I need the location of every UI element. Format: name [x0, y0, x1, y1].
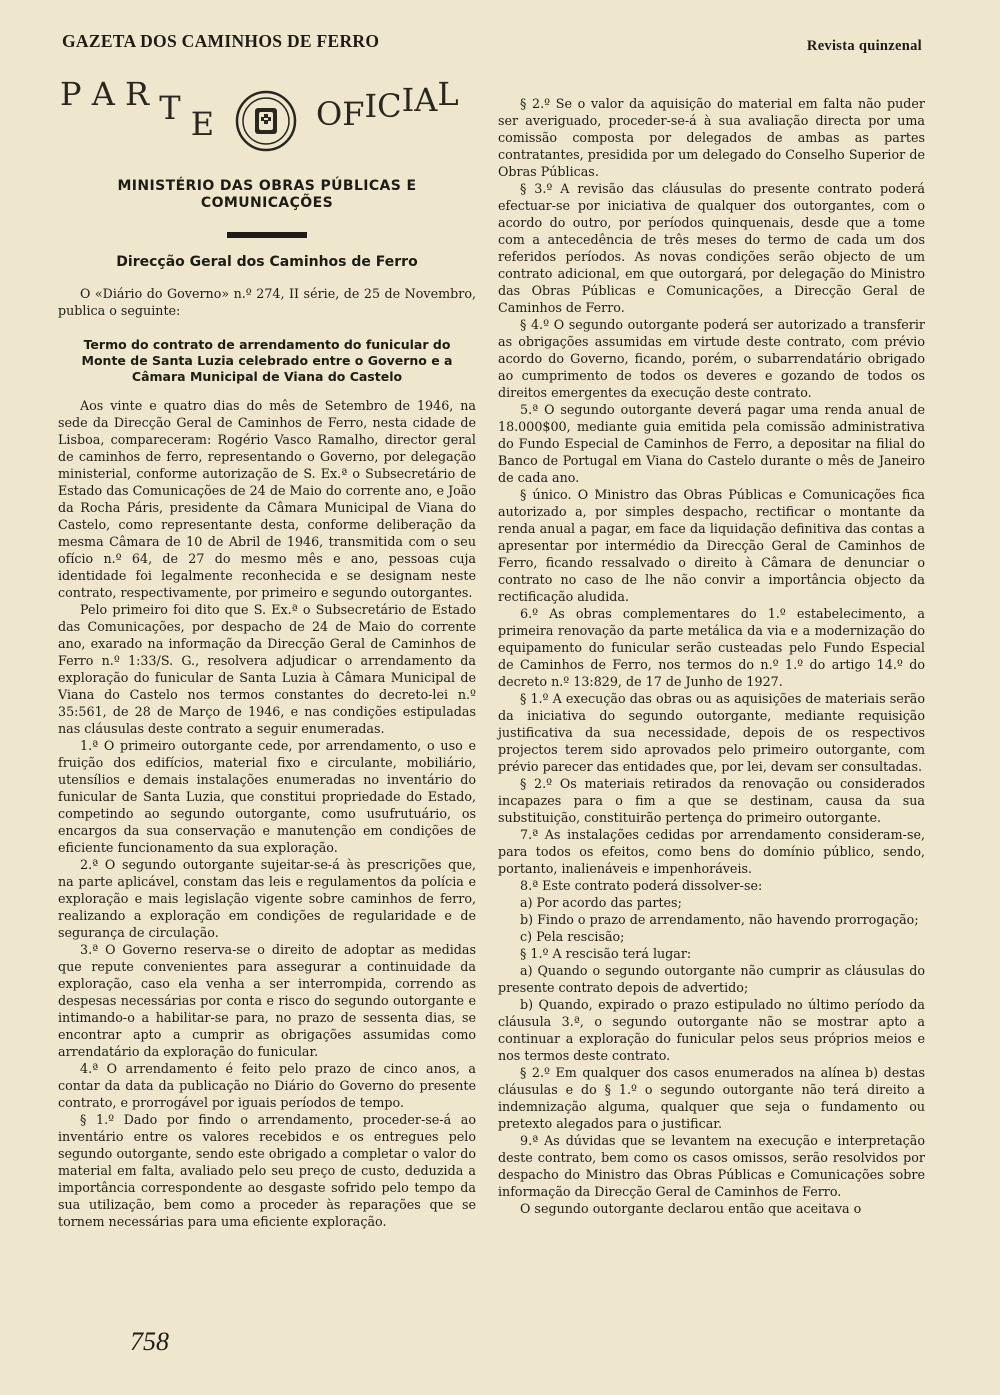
body-paragraph: 7.ª As instalações cedidas por arrendamento consideram-se, para todos os efeitos, como bens do domínio público, sendo, portanto, inalienáveis e impenhoráveis. [498, 827, 925, 876]
body-paragraph: 5.ª O segundo outorgante deverá pagar uma renda anual de 18.000$00, mediante guia emitida pela comissão administrativa do Fundo Especial de Caminhos de Ferro, a depositar na filial do Banco de Portugal em Viana do Castelo durante o mês de Janeiro de cada ano. [498, 402, 925, 485]
body-paragraph: Pelo primeiro foi dito que S. Ex.ª o Subsecretário de Estado das Comunicações, por despacho de 24 de Maio do corrente ano, exarado na informação da Direcção Geral de Caminhos de Ferro n.º 1:33/S. G., resolvera adjudicar o arrendamento da exploração do funicular de Santa Luzia à Câmara Municipal de Viana do Castelo nos termos constantes do decreto-lei n.º 35:561, de 28 de Março de 1946, e nas condições estipuladas nas cláusulas deste contrato a seguir enumeradas. [58, 602, 476, 736]
body-paragraph: § único. O Ministro das Obras Públicas e Comunicações fica autorizado a, por simples despacho, rectificar o montante da renda anual a pagar, em face da liquidação definitiva das contas a apresentar por intermédio da Direcção Geral de Caminhos de Ferro, ficando ressalvado o direito à Câmara de denunciar o contrato no caso de lhe não convir a importância objecto da rectificação aludida. [498, 487, 925, 604]
right-column [498, 95, 925, 1217]
left-body-text [58, 397, 476, 1230]
divider-rule [227, 232, 307, 238]
intro-paragraph: O «Diário do Governo» n.º 274, II série, de 25 de Novembro, publica o seguinte: [58, 286, 476, 318]
body-paragraph: § 1.º A rescisão terá lugar: [520, 946, 692, 961]
page-number: 758 [130, 1327, 169, 1356]
body-paragraph: § 2.º Em qualquer dos casos enumerados na alínea b) destas cláusulas e do § 1.º o segundo outorgante não terá direito a indemnização alguma, qualquer que seja o fundamento ou pretexto alegados para o justificar. [498, 1065, 925, 1131]
left-column [58, 75, 476, 1230]
coat-of-arms-emblem [235, 90, 297, 152]
contract-title: Termo do contrato de arrendamento do funicular do Monte de Santa Luzia celebrado entre o Governo e a Câmara Municipal de Viana do Castelo [81, 337, 453, 384]
body-paragraph: 2.ª O segundo outorgante sujeitar-se-á às prescrições que, na parte aplicável, constam das leis e regulamentos da polícia e exploração e mais legislação vigente sobre caminhos de ferro, realizando a exploração em condições de regularidade e de segurança de circulação. [58, 857, 476, 940]
body-paragraph: 8.ª Este contrato poderá dissolver-se: [520, 878, 763, 893]
body-paragraph: § 1.º A execução das obras ou as aquisições de materiais serão da iniciativa do segundo outorgante, mediante requisição justificativa da sua necessidade, depois de os respectivos projectos terem sido aprovados pelo primeiro outorgante, com prévio parecer das entidades que, por lei, devam ser consultadas. [498, 691, 925, 774]
body-paragraph: b) Quando, expirado o prazo estipulado no último período da cláusula 3.ª, o segundo outorgante não se mostrar apto a continuar a exploração do funicular pelos seus próprios meios e nos termos deste contrato. [498, 997, 925, 1063]
section-title-part2: OFICIAL [316, 75, 459, 133]
publication-subtitle: Revista quinzenal [806, 38, 922, 54]
body-paragraph: 3.ª O Governo reserva-se o direito de adoptar as medidas que repute convenientes para assegurar a continuidade da exploração, caso ela venha a ser interrompida, correndo as despesas necessárias por conta e risco do segundo outorgante e intimando-o a habilitar-se para, no prazo de sessenta dias, se encontrar apto a cumprir as obrigações assumidas como arrendatário da exploração do funicular. [58, 942, 476, 1059]
body-paragraph: a) Por acordo das partes; [520, 895, 682, 910]
body-paragraph: a) Quando o segundo outorgante não cumprir as cláusulas do presente contrato depois de advertido; [498, 963, 925, 995]
body-paragraph: b) Findo o prazo de arrendamento, não havendo prorrogação; [520, 912, 919, 927]
section-title-part1: P A R T E [60, 75, 215, 143]
body-paragraph: 4.ª O arrendamento é feito pelo prazo de cinco anos, a contar da data da publicação no Diário do Governo do presente contrato, e prorrogável por iguais períodos de tempo. [58, 1061, 476, 1110]
body-paragraph: 1.ª O primeiro outorgante cede, por arrendamento, o uso e fruição dos edifícios, material fixo e circulante, mobiliário, utensílios e demais instalações enumeradas no inventário do funicular de Santa Luzia, que constitui propriedade do Estado, competindo ao segundo outorgante, como usufrutuário, os encargos da sua conservação e manutenção em condições de eficiente funcionamento da sua exploração. [58, 738, 476, 855]
body-paragraph: § 4.º O segundo outorgante poderá ser autorizado a transferir as obrigações assumidas em virtude deste contrato, com prévio acordo do Governo, ficando, porém, o subarrendatário obrigado ao cumprimento de todos os deveres e gozando de todos os direitos emergentes da execução deste contrato. [498, 317, 925, 400]
section-heading [58, 75, 476, 178]
body-paragraph: 9.ª As dúvidas que se levantem na execução e interpretação deste contrato, bem como os casos omissos, serão resolvidos por despacho do Ministro das Obras Públicas e Comunicações sobre informação da Direcção Geral de Caminhos de Ferro. [498, 1133, 925, 1199]
body-paragraph: c) Pela rescisão; [520, 929, 625, 944]
body-paragraph: Aos vinte e quatro dias do mês de Setembro de 1946, na sede da Direcção Geral de Caminhos de Ferro, nesta cidade de Lisboa, compareceram: Rogério Vasco Ramalho, director geral de caminhos de ferro, representando o Governo, por delegação ministerial, conforme autorização de S. Ex.ª o Subsecretário de Estado das Comunicações de 24 de Maio do corrente ano, e João da Rocha Páris, presidente da Câmara Municipal de Viana do Castelo, como representante desta, conforme deliberação da mesma Câmara de 10 de Abril de 1946, transmitida com o seu ofício n.º 64, de 27 do mesmo mês e ano, pessoas cuja identidade foi legalmente reconhecida e se designam neste contrato, respectivamente, por primeiro e segundo outorgantes. [58, 398, 476, 600]
body-paragraph: § 1.º Dado por findo o arrendamento, proceder-se-á ao inventário entre os valores recebidos e os entregues pelo segundo outorgante, sendo este obrigado a completar o valor do material em falta, avaliado pelo seu preço de custo, deduzida a importância correspondente ao desgaste sofrido pelo tempo da sua utilização, bem como a proceder às reparações que se tornem necessárias para uma eficiente exploração. [58, 1112, 476, 1229]
body-paragraph: O segundo outorgante declarou então que aceitava o [520, 1201, 862, 1216]
body-paragraph: 6.º As obras complementares do 1.º estabelecimento, a primeira renovação da parte metálica da via e a modernização do equipamento do funicular serão custeadas pelo Fundo Especial de Caminhos de Ferro, nos termos do n.º 1.º do artigo 14.º do decreto n.º 13:829, de 17 de Junho de 1927. [498, 606, 925, 689]
body-paragraph: § 2.º Os materiais retirados da renovação ou considerados incapazes para o fim a que se destinam, causa da sua substituição, constituirão pertença do primeiro outorgante. [498, 776, 925, 825]
right-body-text [498, 95, 925, 1217]
body-paragraph: § 2.º Se o valor da aquisição do material em falta não puder ser averiguado, proceder-se-á à sua avaliação directa por uma comissão composta por delegados de ambas as partes contratantes, presidida por um delegado do Conselho Superior de Obras Públicas. [498, 96, 925, 179]
department-heading: Direcção Geral dos Caminhos de Ferro [116, 254, 418, 270]
body-paragraph: § 3.º A revisão das cláusulas do presente contrato poderá efectuar-se por iniciativa de qualquer dos outorgantes, com o acordo do outro, por períodos quinquenais, desde que a tome com a antecedência de três meses do termo de cada um dos referidos períodos. As novas condições serão objecto de um contrato adicional, em que outorgará, por delegação do Ministro das Obras Públicas e Comunicações, a Direcção Geral de Caminhos de Ferro. [498, 181, 925, 315]
publication-title: GAZETA DOS CAMINHOS DE FERRO [62, 31, 380, 51]
ministry-heading: MINISTÉRIO DAS OBRAS PÚBLICAS E COMUNICAÇÕES [117, 178, 417, 211]
